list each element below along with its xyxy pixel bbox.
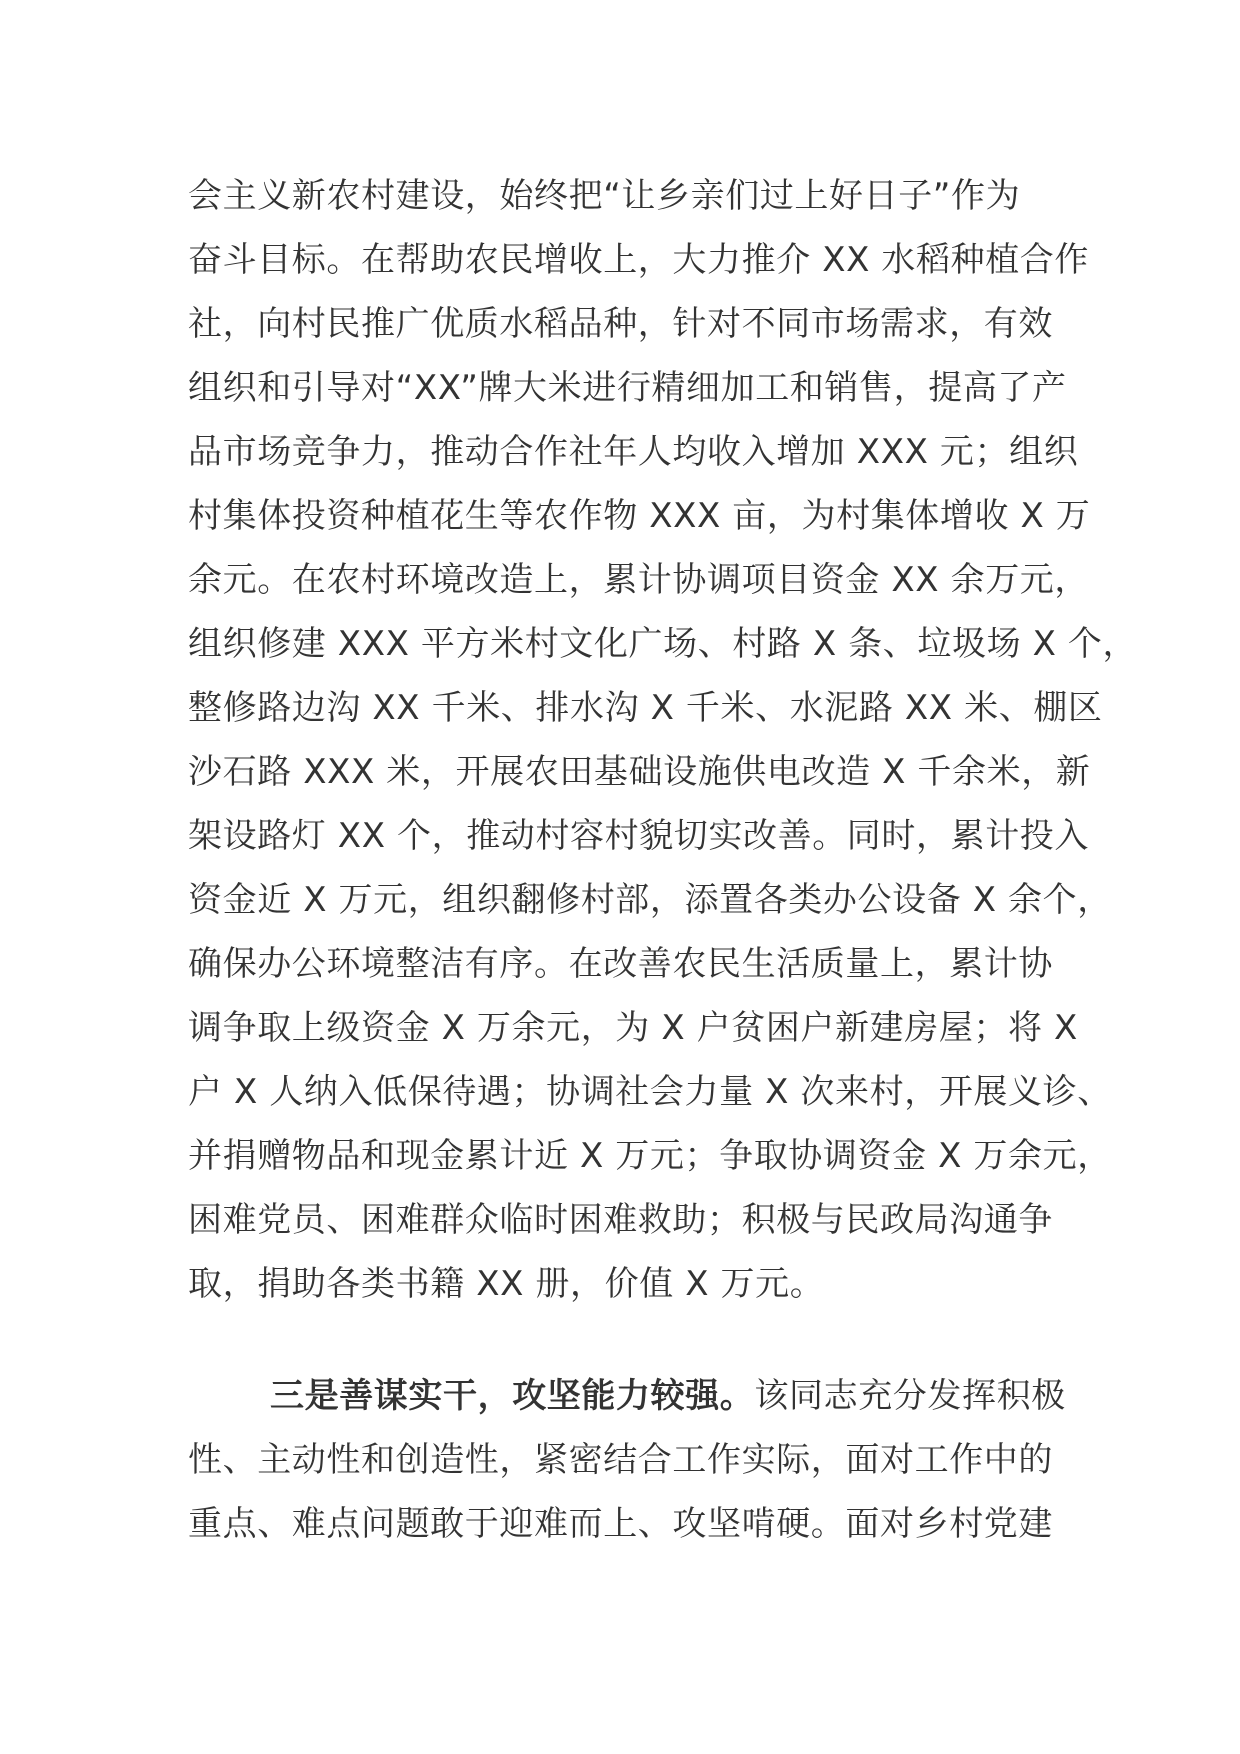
text-line: 组织和引导对“XX”牌大米进行精细加工和销售，提高了产 bbox=[188, 368, 1067, 408]
text-line: 社，向村民推广优质水稻品种，针对不同市场需求，有效 bbox=[188, 304, 1053, 344]
text-line-first bbox=[188, 1364, 1088, 1428]
text-line: 架设路灯 XX 个，推动村容村貌切实改善。同时，累计投入 bbox=[188, 816, 1089, 856]
paragraph-capability bbox=[188, 1364, 1088, 1556]
text-line: 户 X 人纳入低保待遇；协调社会力量 X 次来村，开展义诊、 bbox=[188, 1072, 1112, 1112]
text-line: 资金近 X 万元，组织翻修村部，添置各类办公设备 X 余个， bbox=[188, 880, 1112, 920]
text-line: 会主义新农村建设，始终把“让乡亲们过上好日子”作为 bbox=[188, 176, 1021, 216]
text-line: 品市场竞争力，推动合作社年人均收入增加 XXX 元；组织 bbox=[188, 432, 1079, 472]
paragraph-achievements bbox=[188, 164, 1138, 1316]
paragraph-heading: 三是善谋实干，攻坚能力较强。 bbox=[270, 1376, 755, 1416]
heading-continuation: 该同志充分发挥积极 bbox=[754, 1376, 1066, 1416]
text-line: 整修路边沟 XX 千米、排水沟 X 千米、水泥路 XX 米、棚区 bbox=[188, 688, 1103, 728]
text-line: 困难党员、困难群众临时困难救助；积极与民政局沟通争 bbox=[188, 1200, 1053, 1240]
text-line: 组织修建 XXX 平方米村文化广场、村路 X 条、垃圾场 X 个， bbox=[188, 624, 1138, 664]
text-line: 余元。在农村环境改造上，累计协调项目资金 XX 余万元， bbox=[188, 560, 1089, 600]
text-line: 村集体投资种植花生等农作物 XXX 亩，为村集体增收 X 万 bbox=[188, 496, 1091, 536]
text-line: 性、主动性和创造性，紧密结合工作实际，面对工作中的 bbox=[188, 1440, 1053, 1480]
text-line: 沙石路 XXX 米，开展农田基础设施供电改造 X 千余米，新 bbox=[188, 752, 1091, 792]
text-line: 并捐赠物品和现金累计近 X 万元；争取协调资金 X 万余元， bbox=[188, 1136, 1112, 1176]
text-line: 重点、难点问题敢于迎难而上、攻坚啃硬。面对乡村党建 bbox=[188, 1504, 1053, 1544]
text-line: 取，捐助各类书籍 XX 册，价值 X 万元。 bbox=[188, 1264, 825, 1304]
text-line: 奋斗目标。在帮助农民增收上，大力推介 XX 水稻种植合作 bbox=[188, 240, 1089, 280]
text-line: 调争取上级资金 X 万余元，为 X 户贫困户新建房屋；将 X bbox=[188, 1008, 1078, 1048]
text-line: 确保办公环境整洁有序。在改善农民生活质量上，累计协 bbox=[188, 944, 1053, 984]
